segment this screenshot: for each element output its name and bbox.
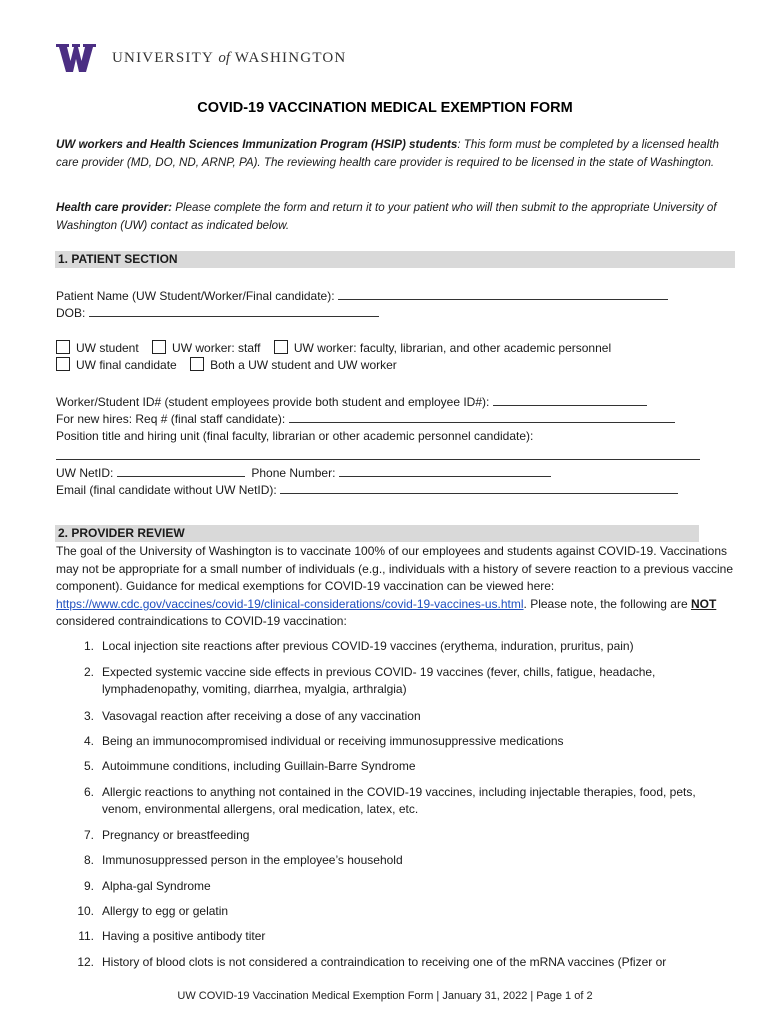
list-item-text: Alpha-gal Syndrome — [102, 879, 211, 893]
position-field[interactable] — [56, 459, 700, 460]
checkbox-box[interactable] — [274, 340, 288, 354]
list-item-text: Local injection site reactions after previous COVID-19 vaccines (erythema, induration, pruritus, pain) — [102, 639, 634, 653]
list-item-text: Vasovagal reaction after receiving a dose of any vaccination — [102, 709, 421, 723]
req-field[interactable] — [289, 410, 675, 423]
checkbox-row-1 — [56, 340, 621, 357]
uw-logo — [56, 44, 346, 72]
dob-label: DOB: — [56, 306, 86, 320]
university-wordmark: UNIVERSITY of WASHINGTON — [112, 49, 347, 66]
checkbox-uw-worker-faculty[interactable]: UW worker: faculty, librarian, and other academic personnel — [274, 341, 611, 355]
intro-paragraph-1: UW workers and Health Sciences Immunization Program (HSIP) students: This form must be completed by a licensed health care provider (MD, DO, ND, ARNP, PA). The reviewing health care provider is required to be licensed in the state of Washington. — [56, 138, 719, 169]
checkbox-box[interactable] — [56, 340, 70, 354]
id-row — [56, 393, 647, 411]
page-footer: UW COVID-19 Vaccination Medical Exemption Form | January 31, 2022 | Page 1 of 2 — [177, 990, 593, 1002]
list-item-number: 6. — [83, 785, 94, 799]
uw-w-icon — [56, 44, 96, 72]
id-label: Worker/Student ID# (student employees provide both student and employee ID#): — [56, 395, 490, 409]
list-item-number: 12. — [77, 955, 94, 969]
list-item-number: 11. — [78, 929, 94, 943]
cdc-guidance-link[interactable]: https://www.cdc.gov/vaccines/covid-19/clinical-considerations/covid-19-vaccines-us.html — [56, 596, 524, 611]
intro-paragraph-2: Health care provider: Please complete the form and return it to your patient who will then submit to the appropriate University of Washington (UW) contact as indicated below. — [56, 201, 717, 232]
list-item-text: Being an immunocompromised individual or receiving immunosuppressive medications — [102, 734, 564, 748]
list-item-text: Immunosuppressed person in the employee’s household — [102, 853, 403, 867]
checkbox-row-2 — [56, 357, 407, 374]
checkbox-uw-final-candidate[interactable]: UW final candidate — [56, 358, 177, 372]
position-row — [56, 428, 533, 445]
phone-field[interactable] — [339, 464, 551, 477]
checkbox-box[interactable] — [190, 357, 204, 371]
netid-field[interactable] — [117, 464, 245, 477]
email-label: Email (final candidate without UW NetID): — [56, 483, 277, 497]
netid-label: UW NetID: — [56, 466, 114, 480]
id-field[interactable] — [493, 393, 647, 406]
list-item-number: 4. — [83, 734, 94, 748]
list-item-text: Autoimmune conditions, including Guillain-Barre Syndrome — [102, 759, 416, 773]
list-item-text: History of blood clots is not considered a contraindication to receiving one of the mRNA vaccines (Pfizer or — [102, 955, 667, 969]
checkbox-both-student-worker[interactable]: Both a UW student and UW worker — [190, 358, 397, 372]
email-row — [56, 481, 678, 499]
req-row — [56, 410, 675, 428]
patient-name-field[interactable] — [338, 287, 668, 300]
list-item-text: Expected systemic vaccine side effects in previous COVID- 19 vaccines (fever, chills, fatigue, headache, lymphadenopathy, vomiting, diarrhea, myalgia, arthralgia) — [102, 665, 656, 696]
checkbox-box[interactable] — [152, 340, 166, 354]
phone-label: Phone Number: — [251, 466, 336, 480]
patient-name-label: Patient Name (UW Student/Worker/Final candidate): — [56, 289, 335, 303]
email-field[interactable] — [280, 481, 678, 494]
list-item-number: 5. — [83, 759, 94, 773]
list-item-text: Allergy to egg or gelatin — [102, 904, 229, 918]
list-item-number: 9. — [83, 879, 94, 893]
list-item-text: Pregnancy or breastfeeding — [102, 828, 250, 842]
req-label: For new hires: Req # (final staff candidate): — [56, 412, 286, 426]
position-label: Position title and hiring unit (final faculty, librarian or other academic personnel candidate): — [56, 429, 534, 443]
patient-name-row — [56, 287, 668, 305]
provider-intro-paragraph: The goal of the University of Washington is to vaccinate 100% of our employees and students against COVID-19. Vaccinations may not be appropriate for a small number of individuals (e.g., individuals with a history of severe reaction to a previous vaccine component). Guidance for medical exemptions for COVID-19 vaccination can be viewed here: https://www.cdc.gov/vaccines/covid-19/clinical-considerations/covid-19-vaccines-us.html. Please note, the following are NOT considered contraindications to COVID-19 vaccination: — [56, 544, 734, 629]
patient-section-header: 1. PATIENT SECTION — [55, 251, 735, 268]
list-item-number: 10. — [77, 904, 94, 918]
checkbox-uw-worker-staff[interactable]: UW worker: staff — [152, 341, 260, 355]
list-item-text: Allergic reactions to anything not contained in the COVID-19 vaccines, including injectable therapies, food, pets, venom, environmental allergens, oral medication, latex, etc. — [102, 785, 696, 816]
list-item-number: 7. — [83, 828, 94, 842]
netid-phone-row — [56, 464, 551, 482]
list-item-number: 1. — [83, 639, 94, 653]
checkbox-box[interactable] — [56, 357, 70, 371]
form-title: COVID-19 VACCINATION MEDICAL EXEMPTION FORM — [197, 100, 573, 116]
list-item-number: 2. — [83, 665, 94, 679]
list-item-number: 8. — [83, 853, 94, 867]
checkbox-uw-student[interactable]: UW student — [56, 341, 139, 355]
dob-field[interactable] — [89, 304, 379, 317]
dob-row — [56, 304, 379, 322]
provider-section-header: 2. PROVIDER REVIEW — [55, 525, 699, 542]
list-item-text: Having a positive antibody titer — [102, 929, 266, 943]
list-item-number: 3. — [83, 709, 94, 723]
